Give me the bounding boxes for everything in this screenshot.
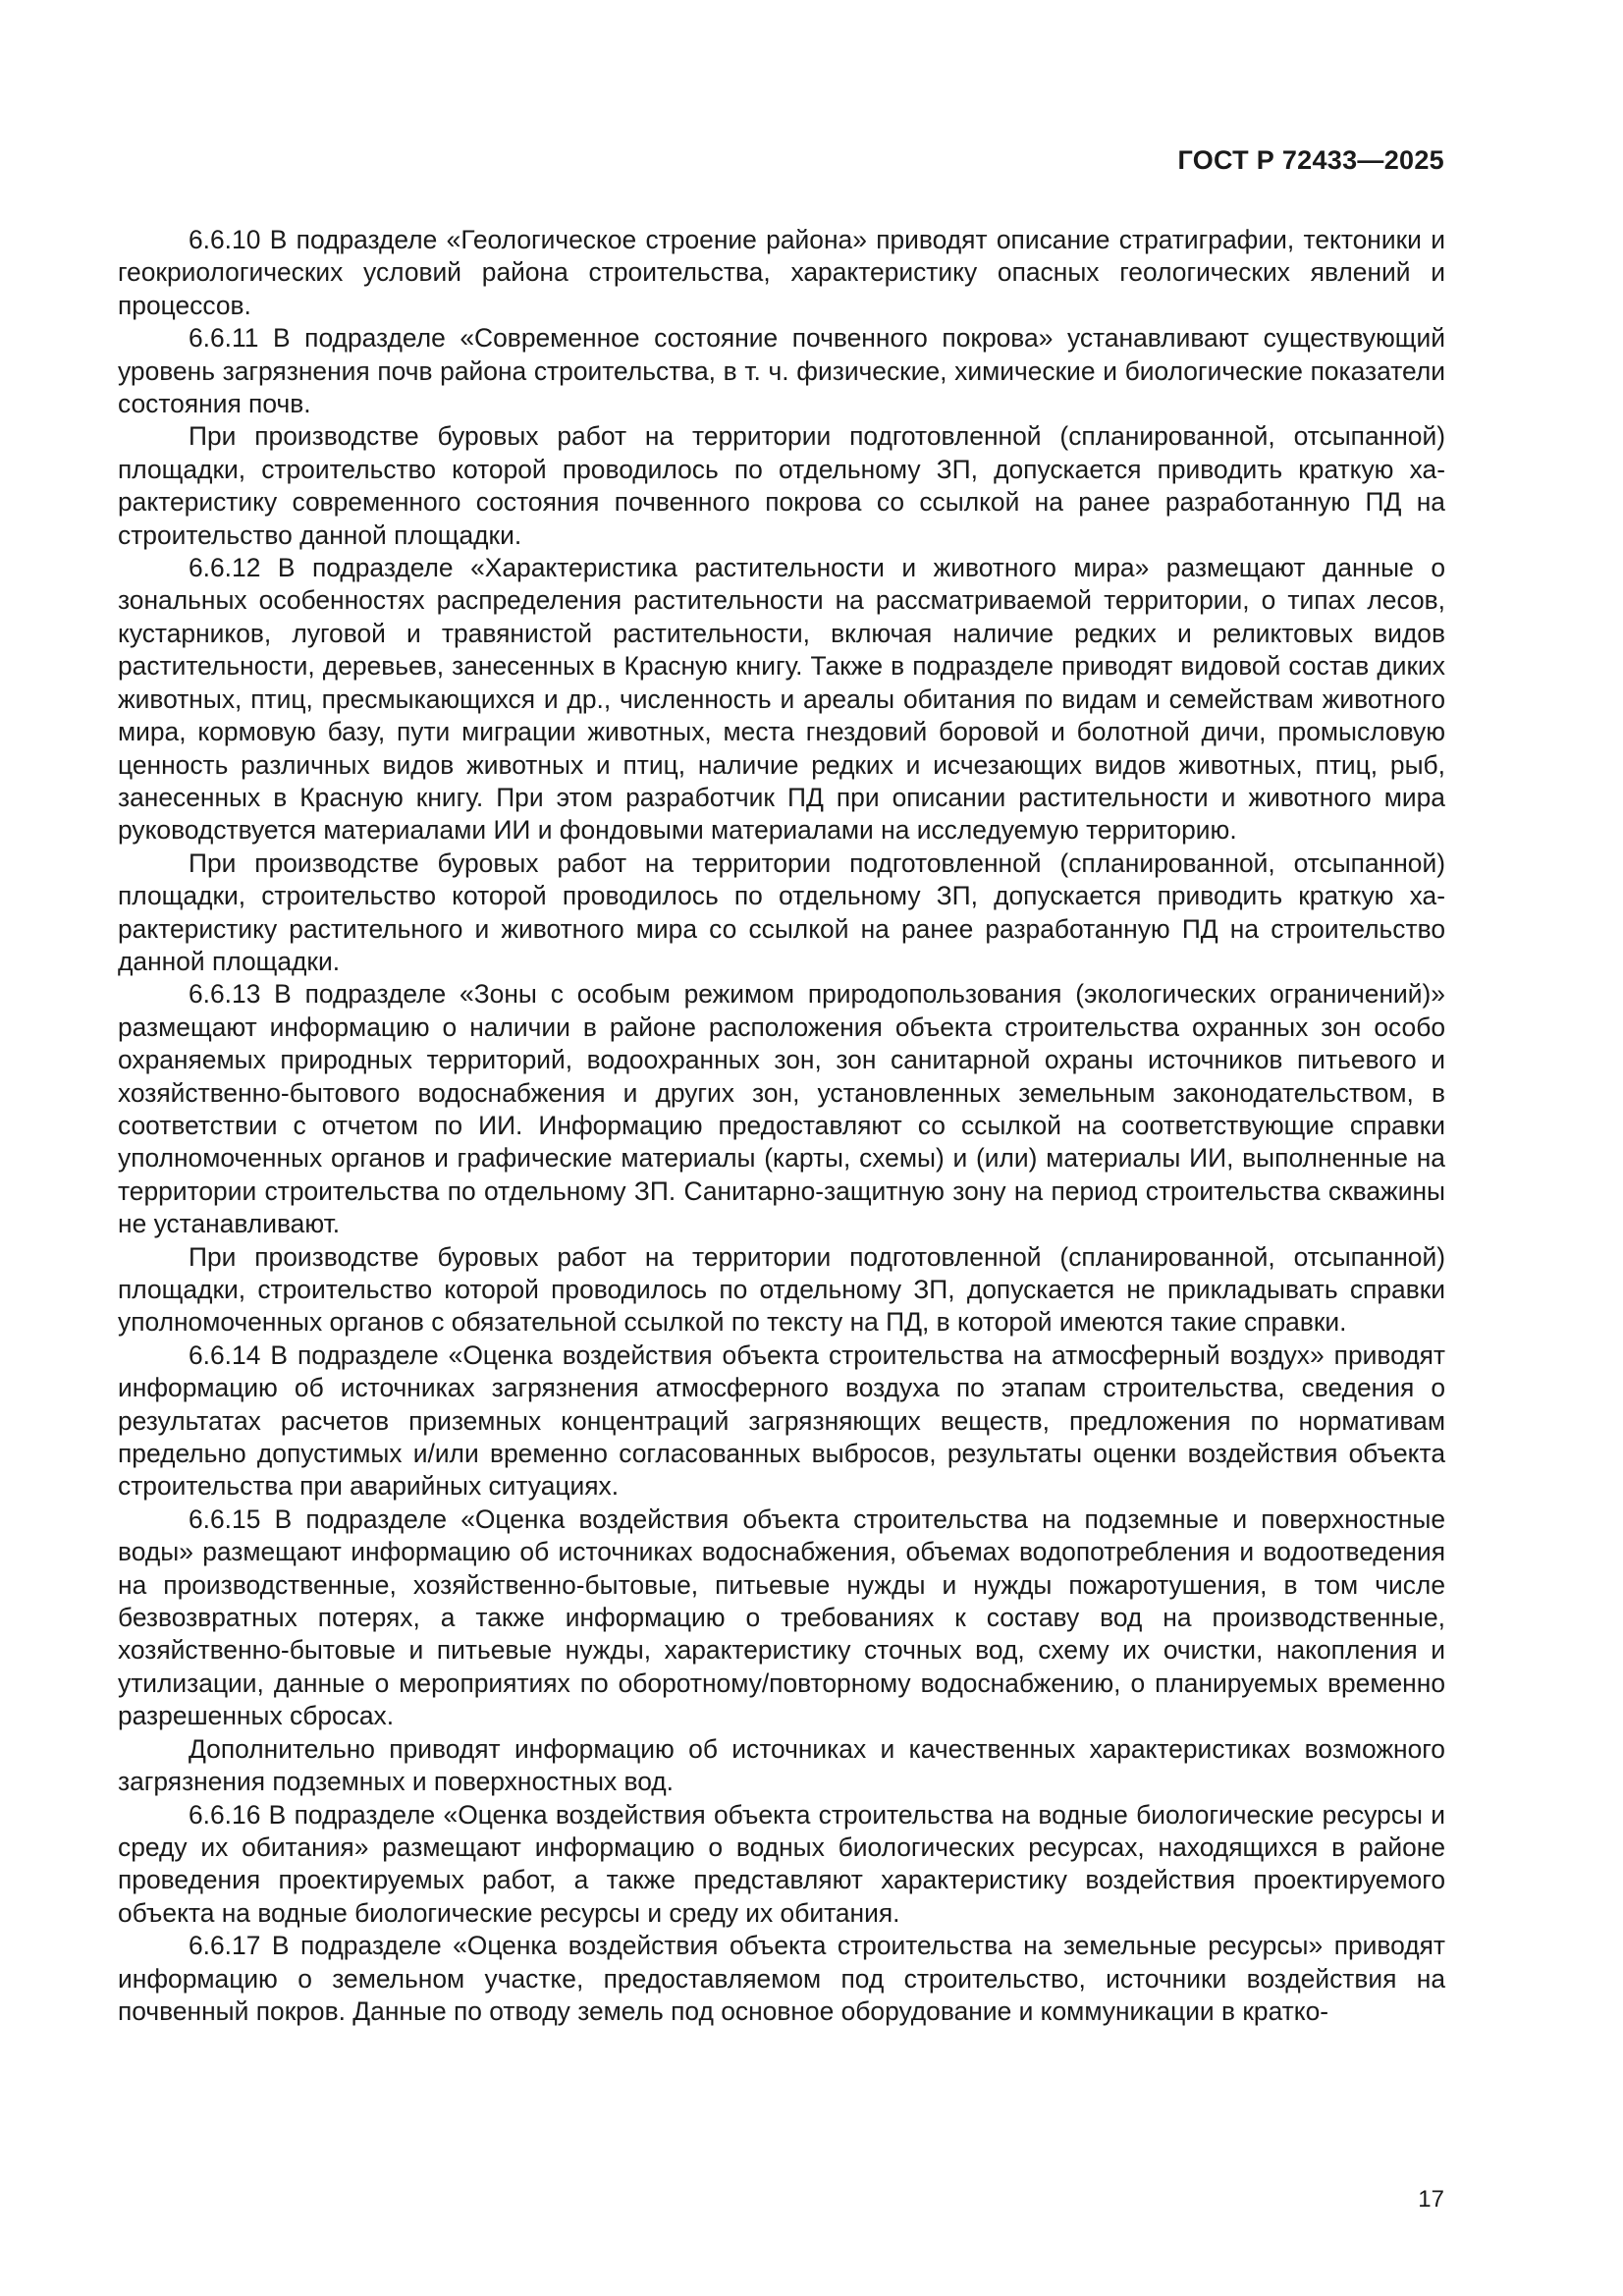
- paragraph-6-6-15-note: Дополнительно приводят информацию об источниках и качественных характеристиках возможного загрязнения подземных и поверхностных вод.: [118, 1733, 1445, 1797]
- paragraph-6-6-17: 6.6.17 В подразделе «Оценка воздействия объекта строительства на земельные ресурсы» приводят информацию о земельном участке, предоставляемом под строительство, источники воздействия на почвенный покров. Данные по отводу земель под основное оборудование и коммуникации в кратко-: [118, 1931, 1445, 2026]
- paragraph-6-6-12: 6.6.12 В подразделе «Характеристика растительности и животного мира» размещают данные о зональных особенностях распределения растительности на рассматриваемой территории, о типах лесов, кустарников, луговой и травянистой растительности, включая наличие редких и реликтовых видов растительности, деревьев, занесенных в Красную книгу. Также в подразделе приводят видовой состав диких животных, птиц, пресмыкающихся и др., численность и ареалы обитания по видам и семействам животного мира, кормовую базу, пути миграции животных, места гнездовий боровой и болотной дичи, промысловую ценность различных видов животных и птиц, наличие редких и исчезающих видов животных, птиц, рыб, занесенных в Красную книгу. При этом разработчик ПД при описании растительности и животного мира руководствуется материалами ИИ и фондовыми материалами на исследуемую территорию.: [118, 553, 1445, 846]
- paragraph-6-6-15: 6.6.15 В подразделе «Оценка воздействия объекта строительства на подземные и поверхностные воды» размещают информацию об источниках водоснабжения, объемах водопотребления и водоотведения на производственные, хозяйственно-бытовые, питьевые нужды и нужды пожаротушения, в том числе безвозвратных потерях, а также информацию о требованиях к составу вод на производственные, хозяйственно-бытовые и питьевые нужды, характеристику сточных вод, схему их очистки, накопления и утилизации, данные о мероприятиях по оборотному/повторному водоснабжению, о планируемых временно разрешенных сбросах.: [118, 1503, 1445, 1731]
- paragraph-6-6-11: 6.6.11 В подразделе «Современное состояние почвенного покрова» устанавливают существующий уровень загрязнения почв района строительства, в т. ч. физические, химические и биологические показатели состояния почв.: [118, 323, 1445, 419]
- paragraph-6-6-10: 6.6.10 В подразделе «Геологическое строение района» приводят описание стратиграфии, тектоники и геокриологических условий района строительства, характеристику опасных геологических явлений и процессов.: [118, 225, 1445, 320]
- paragraph-6-6-12-note: При производстве буровых работ на территории подготовленной (спланированной, отсыпанной) площадки, строительство которой проводилось по отдельному ЗП, допускается приводить краткую характеристику растительного и животного мира со ссылкой на ранее разработанную ПД на строительство данной площадки.: [118, 847, 1445, 976]
- document-header: ГОСТ Р 72433—2025: [1177, 145, 1444, 175]
- paragraph-6-6-13-note: При производстве буровых работ на территории подготовленной (спланированной, отсыпанной) площадки, строительство которой проводилось по отдельному ЗП, допускается не прикладывать справки уполномоченных органов с обязательной ссылкой по тексту на ПД, в которой имеются такие справки.: [118, 1241, 1445, 1338]
- page-number: 17: [1418, 2186, 1444, 2213]
- paragraph-6-6-16: 6.6.16 В подразделе «Оценка воздействия объекта строительства на водные биологические ресурсы и среду их обитания» размещают информацию о водных биологических ресурсах, находящихся в районе проведения проектируемых работ, а также представляют характеристику воздействия проектируемого объекта на водные биологические ресурсы и среду их обитания.: [118, 1799, 1445, 1928]
- paragraph-6-6-14: 6.6.14 В подразделе «Оценка воздействия объекта строительства на атмосферный воздух» приводят информацию об источниках загрязнения атмосферного воздуха по этапам строительства, сведения о результатах расчетов приземных концентраций загрязняющих веществ, предложения по нормативам предельно допустимых и/или временно согласованных выбросов, результаты оценки воздействия объекта строительства при аварийных ситуациях.: [118, 1339, 1445, 1502]
- document-body: [118, 224, 1445, 2028]
- paragraph-6-6-13: 6.6.13 В подразделе «Зоны с особым режимом природопользования (экологических ограничений)» размещают информацию о наличии в районе расположения объекта строительства охранных зон особо охраняемых природных территорий, водоохранных зон, зон санитарной охраны источников питьевого и хозяйственно-бытового водоснабжения и других зон, установленных земельным законодательством, в соответствии с отчетом по ИИ. Информацию предоставляют со ссылкой на соответствующие справки уполномоченных органов и графические материалы (карты, схемы) и (или) материалы ИИ, выполненные на территории строительства по отдельному ЗП. Санитарно-защитную зону на период строительства скважины не устанавливают.: [118, 979, 1445, 1239]
- paragraph-6-6-11-note: При производстве буровых работ на территории подготовленной (спланированной, отсыпанной) площадки, строительство которой проводилось по отдельному ЗП, допускается приводить краткую характеристику современного состояния почвенного покрова со ссылкой на ранее разработанную ПД на строительство данной площадки.: [118, 421, 1445, 550]
